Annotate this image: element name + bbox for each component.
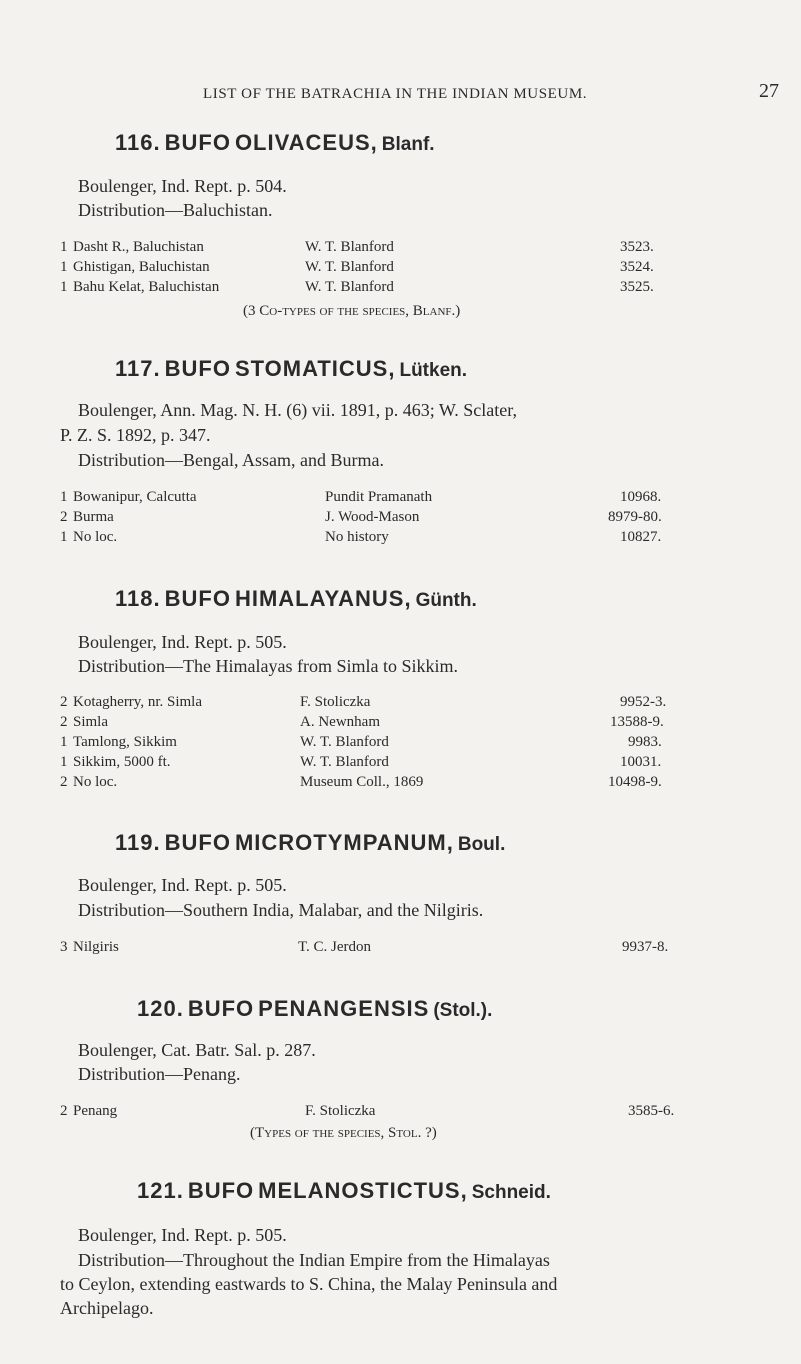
distribution-line: Archipelago. bbox=[60, 1298, 154, 1318]
specimen-locality: Penang bbox=[73, 1103, 118, 1119]
specimen-collector: J. Wood-Mason bbox=[325, 509, 420, 525]
species-heading bbox=[137, 1178, 551, 1204]
specimen-locality: Bowanipur, Calcutta bbox=[73, 489, 197, 505]
specimen-locality: Bahu Kelat, Baluchistan bbox=[73, 279, 220, 295]
specimen-locality: No loc. bbox=[73, 774, 118, 790]
reference-line: Boulenger, Cat. Batr. Sal. p. 287. bbox=[78, 1040, 316, 1060]
species-heading bbox=[115, 830, 505, 856]
specimen-register: 3523. bbox=[620, 239, 654, 255]
species-number: 119. bbox=[115, 830, 161, 855]
specimen-register: 9952-3. bbox=[620, 694, 667, 710]
species-author: Boul. bbox=[457, 834, 506, 855]
specimen-collector: T. C. Jerdon bbox=[298, 939, 372, 955]
type-note: (Types of the species, Stol. ?) bbox=[250, 1125, 437, 1141]
species-number: 118. bbox=[115, 586, 161, 611]
distribution-line: Distribution—Baluchistan. bbox=[78, 200, 273, 220]
specimen-count: 1 bbox=[60, 489, 68, 505]
reference-line: Boulenger, Ind. Rept. p. 505. bbox=[78, 632, 287, 652]
specimen-register: 9937-8. bbox=[622, 939, 669, 955]
species-heading bbox=[115, 356, 467, 382]
specimen-collector: No history bbox=[325, 529, 389, 545]
specimen-locality: Simla bbox=[73, 714, 109, 730]
species-number: 117. bbox=[115, 356, 161, 381]
specimen-count: 2 bbox=[60, 714, 68, 730]
species-genus: BUFO bbox=[164, 830, 231, 855]
species-author: Schneid. bbox=[471, 1182, 551, 1203]
specimen-register: 3525. bbox=[620, 279, 654, 295]
reference-line: P. Z. S. 1892, p. 347. bbox=[60, 425, 211, 445]
distribution-line: Distribution—Bengal, Assam, and Burma. bbox=[78, 450, 384, 470]
specimen-collector: W. T. Blanford bbox=[305, 279, 394, 295]
reference-line: Boulenger, Ind. Rept. p. 504. bbox=[78, 176, 287, 196]
species-author: (Stol.). bbox=[433, 1000, 493, 1021]
specimen-count: 2 bbox=[60, 509, 68, 525]
specimen-count: 1 bbox=[60, 259, 68, 275]
running-head: LIST OF THE BATRACHIA IN THE INDIAN MUSEUM. bbox=[203, 86, 588, 102]
specimen-count: 1 bbox=[60, 754, 68, 770]
species-genus: BUFO bbox=[164, 586, 231, 611]
specimen-locality: No loc. bbox=[73, 529, 118, 545]
specimen-count: 1 bbox=[60, 529, 68, 545]
reference-line: Boulenger, Ind. Rept. p. 505. bbox=[78, 875, 287, 895]
specimen-collector: A. Newnham bbox=[300, 714, 380, 730]
specimen-register: 10827. bbox=[620, 529, 662, 545]
reference-line: Boulenger, Ind. Rept. p. 505. bbox=[78, 1225, 287, 1245]
species-author: Lütken. bbox=[399, 360, 468, 381]
species-author: Günth. bbox=[415, 590, 477, 611]
specimen-register: 13588-9. bbox=[610, 714, 664, 730]
species-genus: BUFO bbox=[164, 356, 231, 381]
species-epithet: OLIVACEUS, bbox=[234, 130, 378, 155]
specimen-count: 1 bbox=[60, 734, 68, 750]
specimen-collector: W. T. Blanford bbox=[300, 734, 389, 750]
specimen-locality: Burma bbox=[73, 509, 114, 525]
species-epithet: MICROTYMPANUM, bbox=[234, 830, 454, 855]
species-author: Blanf. bbox=[381, 134, 435, 155]
species-genus: BUFO bbox=[164, 130, 231, 155]
specimen-register: 3585-6. bbox=[628, 1103, 675, 1119]
type-note: (3 Co-types of the species, Blanf.) bbox=[243, 303, 461, 319]
specimen-locality: Tamlong, Sikkim bbox=[73, 734, 177, 750]
species-epithet: PENANGENSIS bbox=[258, 996, 430, 1021]
distribution-line: Distribution—Throughout the Indian Empire from the Himalayas bbox=[78, 1250, 550, 1270]
specimen-collector: W. T. Blanford bbox=[305, 259, 394, 275]
specimen-register: 10968. bbox=[620, 489, 662, 505]
specimen-register: 3524. bbox=[620, 259, 654, 275]
species-heading bbox=[137, 996, 492, 1022]
specimen-locality: Nilgiris bbox=[73, 939, 119, 955]
species-epithet: STOMATICUS, bbox=[234, 356, 396, 381]
distribution-line: Distribution—The Himalayas from Simla to Sikkim. bbox=[78, 656, 458, 676]
specimen-collector: F. Stoliczka bbox=[305, 1103, 376, 1119]
specimen-count: 2 bbox=[60, 774, 68, 790]
specimen-register: 8979-80. bbox=[608, 509, 662, 525]
species-number: 120. bbox=[137, 996, 184, 1021]
specimen-locality: Sikkim, 5000 ft. bbox=[73, 754, 171, 770]
specimen-locality: Kotagherry, nr. Simla bbox=[73, 694, 203, 710]
species-genus: BUFO bbox=[187, 1178, 255, 1203]
species-epithet: MELANOSTICTUS, bbox=[258, 1178, 468, 1203]
species-number: 121. bbox=[137, 1178, 184, 1203]
specimen-count: 1 bbox=[60, 239, 68, 255]
specimen-count: 2 bbox=[60, 694, 68, 710]
species-genus: BUFO bbox=[187, 996, 255, 1021]
page-number: 27 bbox=[759, 80, 779, 102]
distribution-line: Distribution—Southern India, Malabar, and the Nilgiris. bbox=[78, 900, 484, 920]
species-heading bbox=[115, 130, 435, 156]
specimen-count: 1 bbox=[60, 279, 68, 295]
specimen-locality: Ghistigan, Baluchistan bbox=[73, 259, 210, 275]
specimen-register: 9983. bbox=[628, 734, 662, 750]
reference-line: Boulenger, Ann. Mag. N. H. (6) vii. 1891, p. 463; W. Sclater, bbox=[78, 400, 518, 420]
specimen-collector: Museum Coll., 1869 bbox=[300, 774, 424, 790]
specimen-collector: F. Stoliczka bbox=[300, 694, 371, 710]
specimen-locality: Dasht R., Baluchistan bbox=[73, 239, 204, 255]
specimen-collector: Pundit Pramanath bbox=[325, 489, 433, 505]
specimen-collector: W. T. Blanford bbox=[300, 754, 389, 770]
distribution-line: to Ceylon, extending eastwards to S. China, the Malay Peninsula and bbox=[60, 1274, 558, 1294]
species-heading bbox=[115, 586, 477, 612]
specimen-count: 3 bbox=[60, 939, 68, 955]
species-number: 116. bbox=[115, 130, 161, 155]
specimen-count: 2 bbox=[60, 1103, 68, 1119]
specimen-register: 10498-9. bbox=[608, 774, 662, 790]
specimen-collector: W. T. Blanford bbox=[305, 239, 394, 255]
specimen-register: 10031. bbox=[620, 754, 662, 770]
distribution-line: Distribution—Penang. bbox=[78, 1064, 241, 1084]
species-epithet: HIMALAYANUS, bbox=[234, 586, 412, 611]
